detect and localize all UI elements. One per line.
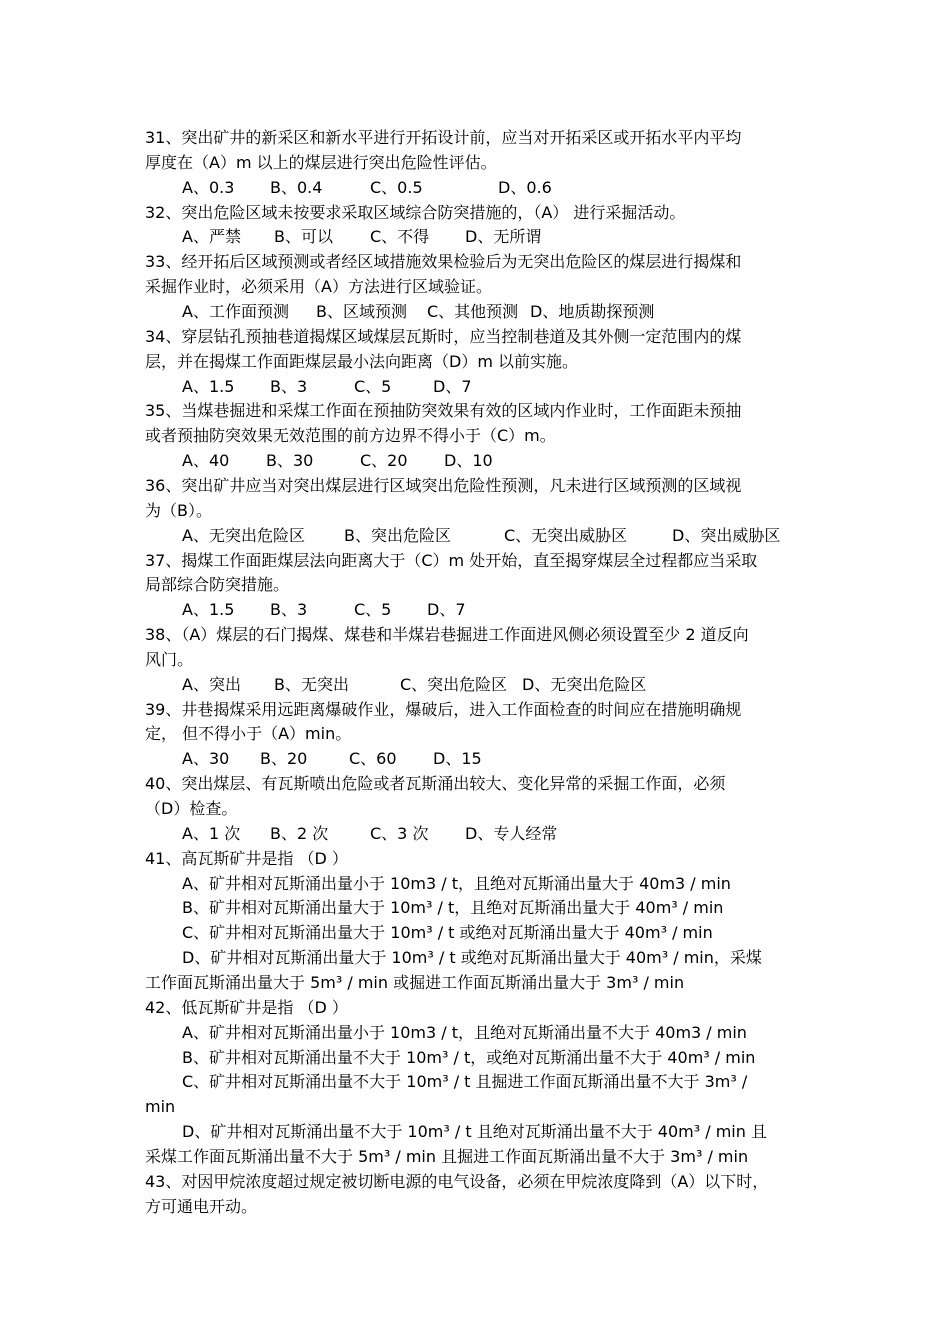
question-text-line: 39、井巷揭煤采用远距离爆破作业，爆破后，进入工作面检查的时间应在措施明确规	[145, 699, 742, 719]
option-a-line: A、矿井相对瓦斯涌出量小于 10m3 / t，且绝对瓦斯涌出量大于 40m3 / min	[182, 873, 731, 893]
option-d: D、突出威胁区	[672, 525, 781, 545]
question-text-line: 风门。	[145, 649, 194, 669]
option-d: D、15	[433, 749, 482, 769]
option-b: B、0.4	[270, 177, 323, 197]
option-d-line: D、矿井相对瓦斯涌出量不大于 10m³ / t 且绝对瓦斯涌出量不大于 40m³ / min 且	[182, 1122, 767, 1141]
option-c: C、0.5	[370, 177, 423, 197]
question-text-line: 35、当煤巷掘进和采煤工作面在预抽防突效果有效的区域内作业时，工作面距未预抽	[145, 401, 742, 421]
option-a-line: A、矿井相对瓦斯涌出量小于 10m3 / t，且绝对瓦斯涌出量不大于 40m3 / min	[182, 1022, 747, 1042]
option-d-line: 工作面瓦斯涌出量大于 5m³ / min 或掘进工作面瓦斯涌出量大于 3m³ / min	[145, 972, 685, 992]
option-b: B、区域预测	[316, 302, 407, 321]
option-c: C、5	[354, 376, 392, 396]
question-text-line: 38、（A）煤层的石门揭煤、煤巷和半煤岩巷掘进工作面进风侧必须设置至少 2 道反向	[145, 625, 749, 644]
option-c: C、60	[349, 749, 397, 769]
option-a: A、无突出危险区	[182, 525, 305, 545]
option-d-line: D、矿井相对瓦斯涌出量大于 10m³ / t 或绝对瓦斯涌出量大于 40m³ / min，采煤	[182, 948, 762, 968]
option-d: D、7	[427, 600, 466, 620]
option-b: B、可以	[274, 227, 333, 247]
option-a: A、40	[182, 451, 230, 471]
option-d: D、专人经常	[465, 823, 558, 843]
option-b-line: B、矿井相对瓦斯涌出量大于 10m³ / t，且绝对瓦斯涌出量大于 40m³ / min	[182, 898, 724, 918]
option-c-line: C、矿井相对瓦斯涌出量大于 10m³ / t 或绝对瓦斯涌出量大于 40m³ / min	[182, 923, 713, 943]
option-b: B、3	[270, 376, 308, 396]
question-text-line: 41、高瓦斯矿井是指 （D ）	[145, 848, 348, 868]
question-text-line: 42、低瓦斯矿井是指 （D ）	[145, 997, 348, 1017]
option-b-line: B、矿井相对瓦斯涌出量不大于 10m³ / t，或绝对瓦斯涌出量不大于 40m³ / min	[182, 1047, 756, 1067]
question-text-line: 局部综合防突措施。	[145, 575, 290, 595]
option-a: A、0.3	[182, 177, 235, 197]
option-a: A、1.5	[182, 600, 235, 620]
question-text-line: 方可通电开动。	[145, 1196, 258, 1216]
option-c: C、突出危险区	[400, 674, 508, 694]
question-text-line: 定， 但不得小于（A）min。	[145, 724, 352, 744]
option-a: A、突出	[182, 674, 241, 694]
question-text-line: 或者预抽防突效果无效范围的前方边界不得小于（C）m。	[145, 426, 556, 446]
option-c: C、5	[354, 600, 392, 620]
question-text-line: （D）检查。	[145, 799, 238, 818]
question-text-line: 层，并在揭煤工作面距煤层最小法向距离（D）m 以前实施。	[145, 351, 578, 371]
option-d-line: 采煤工作面瓦斯涌出量不大于 5m³ / min 且掘进工作面瓦斯涌出量不大于 3m³ / min	[145, 1146, 749, 1166]
option-b: B、3	[270, 600, 308, 620]
option-c: C、其他预测	[427, 302, 519, 321]
option-a: A、30	[182, 749, 230, 769]
option-d: D、0.6	[498, 177, 552, 197]
option-b: B、无突出	[274, 674, 349, 694]
question-text-line: 36、突出矿井应当对突出煤层进行区域突出危险性预测，凡未进行区域预测的区域视	[145, 475, 742, 495]
question-text-line: 厚度在（A）m 以上的煤层进行突出危险性评估。	[145, 152, 497, 172]
option-a: A、1.5	[182, 376, 235, 396]
question-text-line: 40、突出煤层、有瓦斯喷出危险或者瓦斯涌出较大、变化异常的采掘工作面，必须	[145, 774, 726, 794]
option-d: D、无所谓	[465, 227, 542, 247]
option-c: C、3 次	[370, 823, 429, 843]
option-d: D、地质勘探预测	[530, 302, 655, 321]
question-text-line: 43、对因甲烷浓度超过规定被切断电源的电气设备，必须在甲烷浓度降到（A）以下时，	[145, 1171, 769, 1191]
question-text-line: 33、经开拓后区域预测或者经区域措施效果检验后为无突出危险区的煤层进行揭煤和	[145, 252, 742, 272]
option-a: A、工作面预测	[182, 302, 289, 321]
option-b: B、30	[266, 451, 314, 471]
option-a: A、1 次	[182, 823, 241, 843]
question-text-line: 32、突出危险区域未按要求采取区域综合防突措施的，（A） 进行采掘活动。	[145, 202, 686, 222]
option-b: B、突出危险区	[344, 525, 451, 545]
question-text-line: 34、穿层钻孔预抽巷道揭煤区域煤层瓦斯时，应当控制巷道及其外侧一定范围内的煤	[145, 326, 742, 346]
option-b: B、2 次	[270, 823, 329, 843]
question-text-line: 31、突出矿井的新采区和新水平进行开拓设计前，应当对开拓采区或开拓水平内平均	[145, 128, 742, 147]
question-text-line: 采掘作业时，必须采用（A）方法进行区域验证。	[145, 277, 492, 297]
option-d: D、10	[444, 451, 493, 471]
option-c-line: C、矿井相对瓦斯涌出量不大于 10m³ / t 且掘进工作面瓦斯涌出量不大于 3m³ /	[182, 1072, 748, 1092]
question-text-line: 为（B）。	[145, 500, 212, 520]
option-b: B、20	[260, 749, 308, 769]
option-c-line: min	[145, 1097, 176, 1117]
option-c: C、不得	[370, 227, 430, 247]
option-c: C、20	[360, 451, 408, 471]
option-d: D、无突出危险区	[522, 674, 647, 694]
option-a: A、严禁	[182, 227, 241, 247]
option-c: C、无突出威胁区	[504, 525, 628, 545]
question-text-line: 37、揭煤工作面距煤层法向距离大于（C）m 处开始，直至揭穿煤层全过程都应当采取	[145, 550, 758, 570]
option-d: D、7	[433, 376, 472, 396]
